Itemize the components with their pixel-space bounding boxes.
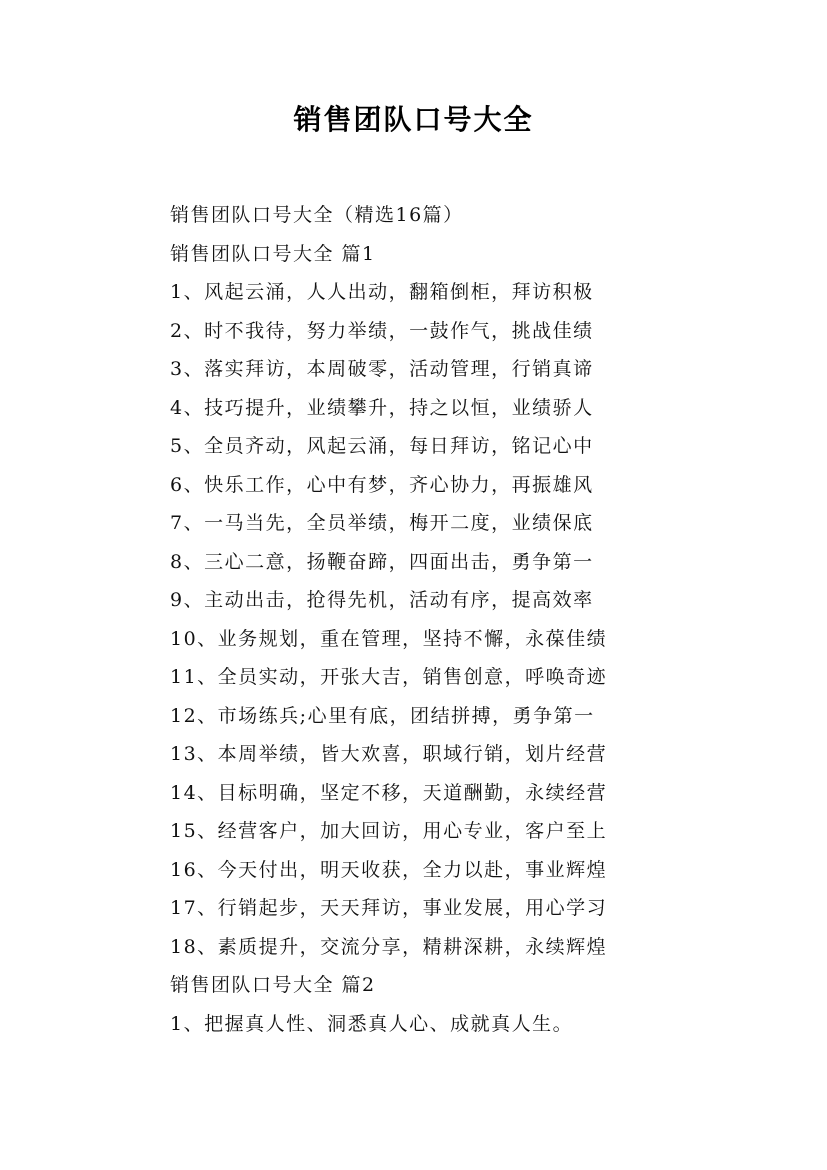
slogan-line: 15、经营客户，加大回访，用心专业，客户至上: [170, 820, 608, 842]
slogan-line: 7、一马当先，全员举绩，梅开二度，业绩保底: [170, 512, 594, 534]
section-heading: 销售团队口号大全 篇1: [170, 242, 376, 265]
slogan-line: 9、主动出击，抢得先机，活动有序，提高效率: [170, 589, 594, 611]
slogan-line: 1、把握真人性、洞悉真人心、成就真人生。: [170, 1012, 574, 1035]
slogan-line: 12、市场练兵;心里有底，团结拼搏，勇争第一: [170, 704, 595, 727]
slogan-line: 8、三心二意，扬鞭奋蹄，四面出击，勇争第一: [170, 550, 594, 573]
slogan-line: 1、风起云涌，人人出动，翻箱倒柜，拜访积极: [170, 281, 594, 303]
slogan-line: 17、行销起步，天天拜访，事业发展，用心学习: [170, 897, 608, 919]
document-body: [170, 196, 607, 1043]
section-heading: 销售团队口号大全 篇2: [170, 974, 376, 996]
slogan-line: 6、快乐工作，心中有梦，齐心协力，再振雄风: [170, 473, 594, 496]
slogan-line: 18、素质提升，交流分享，精耕深耕，永续辉煌: [170, 935, 608, 958]
slogan-line: 3、落实拜访，本周破零，活动管理，行销真谛: [170, 358, 594, 380]
slogan-line: 2、时不我待，努力举绩，一鼓作气，挑战佳绩: [170, 319, 594, 342]
slogan-line: 16、今天付出，明天收获，全力以赴，事业辉煌: [170, 858, 608, 881]
slogan-line: 4、技巧提升，业绩攀升，持之以恒，业绩骄人: [170, 396, 594, 419]
slogan-line: 10、业务规划，重在管理，坚持不懈，永葆佳绩: [170, 627, 608, 650]
slogan-line: 5、全员齐动，风起云涌，每日拜访，铭记心中: [170, 435, 594, 457]
slogan-line: 14、目标明确，坚定不移，天道酬勤，永续经营: [170, 781, 608, 804]
slogan-line: 13、本周举绩，皆大欢喜，职域行销，划片经营: [170, 743, 608, 765]
subtitle-line: 销售团队口号大全（精选16篇）: [170, 204, 464, 226]
slogan-line: 11、全员实动，开张大吉，销售创意，呼唤奇迹: [170, 666, 608, 688]
document-title: 销售团队口号大全: [293, 103, 534, 136]
